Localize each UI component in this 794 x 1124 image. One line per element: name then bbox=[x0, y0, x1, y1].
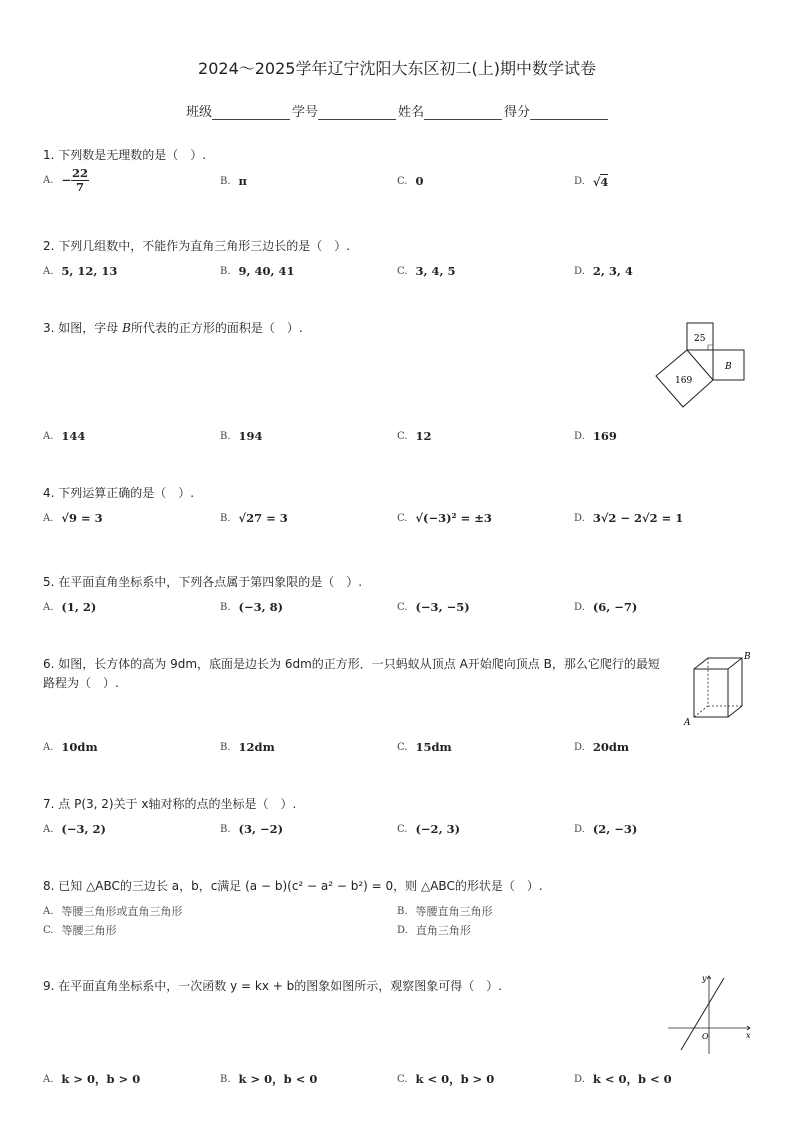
score-field: 得分 bbox=[504, 101, 610, 120]
q3-option-a[interactable]: A. 144 bbox=[43, 429, 86, 443]
score-blank[interactable] bbox=[530, 106, 608, 120]
q3-option-c[interactable]: C. 12 bbox=[397, 429, 432, 443]
fraction: $\frac{22}{7}$ bbox=[72, 166, 89, 194]
y-axis-label: y bbox=[702, 974, 707, 983]
cuboid-back-edges bbox=[694, 658, 742, 717]
vertex-a-label: A bbox=[684, 718, 691, 728]
question-7-stem: 7. 点 P(3, 2)关于 x轴对称的点的坐标是（ ）. bbox=[43, 797, 297, 811]
q8-option-a[interactable]: A. 等腰三角形或直角三角形 bbox=[43, 905, 183, 918]
q9-option-d[interactable]: D. k < 0，b < 0 bbox=[574, 1072, 672, 1086]
name-blank[interactable] bbox=[424, 106, 502, 120]
q5-option-b[interactable]: B. (−3, 8) bbox=[220, 600, 284, 614]
vertex-b-label: B bbox=[744, 652, 751, 662]
q5-option-c[interactable]: C. (−3, −5) bbox=[397, 600, 470, 614]
q5-option-a[interactable]: A. (1, 2) bbox=[43, 600, 97, 614]
q2-option-d[interactable]: D. 2, 3, 4 bbox=[574, 264, 633, 278]
square-b-label: B bbox=[725, 362, 732, 372]
square-25-label: 25 bbox=[694, 334, 706, 344]
q6-option-c[interactable]: C. 15dm bbox=[397, 740, 452, 754]
q2-option-b[interactable]: B. 9, 40, 41 bbox=[220, 264, 295, 278]
name-field: 姓名 bbox=[398, 101, 504, 120]
q1-option-c[interactable]: C. 0 bbox=[397, 174, 424, 188]
q7-option-a[interactable]: A. (−3, 2) bbox=[43, 822, 106, 836]
q9-graph-figure bbox=[664, 972, 754, 1056]
q5-option-d[interactable]: D. (6, −7) bbox=[574, 600, 638, 614]
number-blank[interactable] bbox=[318, 106, 396, 120]
q7-option-b[interactable]: B. (3, −2) bbox=[220, 822, 284, 836]
q6-option-a[interactable]: A. 10dm bbox=[43, 740, 98, 754]
student-info bbox=[186, 101, 610, 120]
q2-option-c[interactable]: C. 3, 4, 5 bbox=[397, 264, 456, 278]
right-angle-mark bbox=[708, 345, 713, 350]
q4-option-a[interactable]: A. √9 = 3 bbox=[43, 511, 103, 525]
question-5-stem: 5. 在平面直角坐标系中，下列各点属于第四象限的是（ ）. bbox=[43, 575, 363, 589]
question-3-stem: 3. 如图，字母 B所代表的正方形的面积是（ ）. bbox=[43, 321, 303, 335]
q9-option-c[interactable]: C. k < 0，b > 0 bbox=[397, 1072, 495, 1086]
q9-option-a[interactable]: A. k > 0，b > 0 bbox=[43, 1072, 141, 1086]
cuboid-top-edge bbox=[728, 658, 742, 669]
question-9-stem: 9. 在平面直角坐标系中，一次函数 y = kx + b的图象如图所示，观察图象可得（ ）. bbox=[43, 979, 503, 993]
q1-option-a[interactable]: A. − $\frac{22}{7}$ bbox=[43, 166, 89, 194]
q1-option-d[interactable]: D. √ 4 bbox=[574, 174, 609, 189]
number-field: 学号 bbox=[292, 101, 398, 120]
q6-cuboid-figure bbox=[682, 650, 752, 728]
question-2-stem: 2. 下列几组数中，不能作为直角三角形三边长的是（ ）. bbox=[43, 239, 351, 253]
q3-squares-figure bbox=[650, 318, 750, 414]
q4-option-c[interactable]: C. √(−3)² = ±3 bbox=[397, 511, 492, 525]
q3-option-d[interactable]: D. 169 bbox=[574, 429, 617, 443]
q6-option-d[interactable]: D. 20dm bbox=[574, 740, 630, 754]
question-4-stem: 4. 下列运算正确的是（ ）. bbox=[43, 486, 195, 500]
question-6-stem-line2: 路程为（ ）. bbox=[43, 676, 119, 690]
origin-label: O bbox=[702, 1032, 709, 1041]
square-169-label: 169 bbox=[675, 376, 693, 386]
q8-option-b[interactable]: B. 等腰直角三角形 bbox=[397, 905, 493, 918]
q8-option-d[interactable]: D. 直角三角形 bbox=[397, 924, 471, 937]
question-6-stem-line1: 6. 如图，长方体的高为 9dm，底面是边长为 6dm的正方形．一只蚂蚁从顶点 A开始爬向顶点 B，那么它爬行的最短 bbox=[43, 657, 660, 671]
q2-option-a[interactable]: A. 5, 12, 13 bbox=[43, 264, 118, 278]
class-blank[interactable] bbox=[212, 106, 290, 120]
x-axis-label: x bbox=[746, 1031, 751, 1040]
q4-option-b[interactable]: B. √27 = 3 bbox=[220, 511, 288, 525]
q7-option-c[interactable]: C. (−2, 3) bbox=[397, 822, 461, 836]
page-title: 2024～2025学年辽宁沈阳大东区初二(上)期中数学试卷 bbox=[198, 59, 596, 78]
q8-option-c[interactable]: C. 等腰三角形 bbox=[43, 924, 117, 937]
question-1-stem: 1. 下列数是无理数的是（ ）. bbox=[43, 148, 207, 162]
q9-option-b[interactable]: B. k > 0，b < 0 bbox=[220, 1072, 318, 1086]
q4-option-d[interactable]: D. 3√2 − 2√2 = 1 bbox=[574, 511, 684, 525]
q3-option-b[interactable]: B. 194 bbox=[220, 429, 263, 443]
q1-option-b[interactable]: B. π bbox=[220, 174, 247, 188]
q7-option-d[interactable]: D. (2, −3) bbox=[574, 822, 638, 836]
class-field: 班级 bbox=[186, 101, 292, 120]
q6-option-b[interactable]: B. 12dm bbox=[220, 740, 275, 754]
question-8-stem: 8. 已知 △ABC的三边长 a，b，c满足 (a − b)(c² − a² − b²) = 0，则 △ABC的形状是（ ）. bbox=[43, 879, 543, 893]
cuboid-front-face bbox=[694, 669, 728, 717]
